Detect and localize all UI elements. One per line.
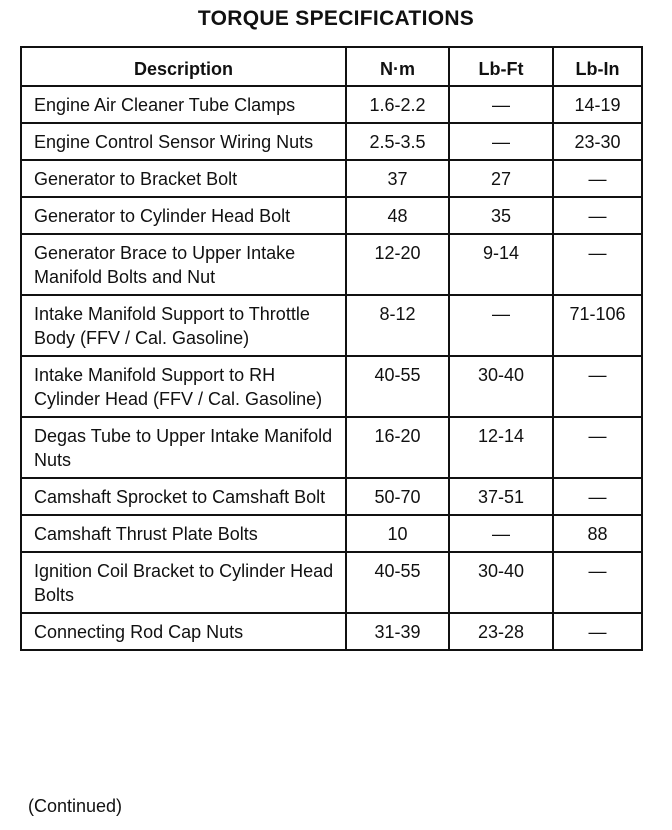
- row-lbin: —: [553, 234, 642, 295]
- header-description: Description: [21, 47, 346, 86]
- row-lbft: 23-28: [449, 613, 553, 650]
- row-lbin: —: [553, 478, 642, 515]
- row-lbft: 30-40: [449, 356, 553, 417]
- torque-spec-table: [20, 46, 643, 651]
- table-row: [21, 197, 642, 234]
- row-description: Ignition Coil Bracket to Cylinder Head Bolts: [21, 552, 346, 613]
- row-lbft: 9-14: [449, 234, 553, 295]
- table-row: [21, 552, 642, 613]
- row-lbft: —: [449, 295, 553, 356]
- row-description: Engine Air Cleaner Tube Clamps: [21, 86, 346, 123]
- table-row: [21, 515, 642, 552]
- header-lbin: Lb-In: [553, 47, 642, 86]
- row-nm: 2.5-3.5: [346, 123, 449, 160]
- table-row: [21, 295, 642, 356]
- row-description: Camshaft Thrust Plate Bolts: [21, 515, 346, 552]
- page-title: TORQUE SPECIFICATIONS: [197, 7, 475, 30]
- row-nm: 50-70: [346, 478, 449, 515]
- table-row: [21, 86, 642, 123]
- row-lbin: —: [553, 613, 642, 650]
- row-description: Camshaft Sprocket to Camshaft Bolt: [21, 478, 346, 515]
- table-row: [21, 478, 642, 515]
- table-row: [21, 123, 642, 160]
- row-nm: 12-20: [346, 234, 449, 295]
- row-description: Connecting Rod Cap Nuts: [21, 613, 346, 650]
- header-nm: N·m: [346, 47, 449, 86]
- row-nm: 40-55: [346, 552, 449, 613]
- table-row: [21, 417, 642, 478]
- row-lbft: 37-51: [449, 478, 553, 515]
- table-row: [21, 160, 642, 197]
- row-description: Generator to Cylinder Head Bolt: [21, 197, 346, 234]
- continued-note: (Continued): [28, 796, 123, 816]
- table-header-row: [21, 47, 642, 86]
- row-lbin: —: [553, 417, 642, 478]
- row-lbft: 30-40: [449, 552, 553, 613]
- row-nm: 48: [346, 197, 449, 234]
- row-nm: 8-12: [346, 295, 449, 356]
- row-nm: 10: [346, 515, 449, 552]
- row-lbin: 88: [553, 515, 642, 552]
- row-lbin: 71-106: [553, 295, 642, 356]
- row-description: Intake Manifold Support to RH Cylinder Head (FFV / Cal. Gasoline): [21, 356, 346, 417]
- row-description: Intake Manifold Support to Throttle Body (FFV / Cal. Gasoline): [21, 295, 346, 356]
- row-nm: 16-20: [346, 417, 449, 478]
- row-description: Generator to Bracket Bolt: [21, 160, 346, 197]
- row-lbft: 12-14: [449, 417, 553, 478]
- row-description: Engine Control Sensor Wiring Nuts: [21, 123, 346, 160]
- row-nm: 1.6-2.2: [346, 86, 449, 123]
- table-row: [21, 234, 642, 295]
- row-lbin: 14-19: [553, 86, 642, 123]
- table-row: [21, 613, 642, 650]
- row-lbin: —: [553, 160, 642, 197]
- row-description: Degas Tube to Upper Intake Manifold Nuts: [21, 417, 346, 478]
- row-lbft: —: [449, 515, 553, 552]
- header-lbft: Lb-Ft: [449, 47, 553, 86]
- row-nm: 40-55: [346, 356, 449, 417]
- row-lbin: 23-30: [553, 123, 642, 160]
- row-lbft: 27: [449, 160, 553, 197]
- row-lbft: —: [449, 86, 553, 123]
- row-lbft: —: [449, 123, 553, 160]
- row-description: Generator Brace to Upper Intake Manifold Bolts and Nut: [21, 234, 346, 295]
- row-lbin: —: [553, 197, 642, 234]
- row-nm: 31-39: [346, 613, 449, 650]
- row-nm: 37: [346, 160, 449, 197]
- table-row: [21, 356, 642, 417]
- row-lbft: 35: [449, 197, 553, 234]
- row-lbin: —: [553, 552, 642, 613]
- row-lbin: —: [553, 356, 642, 417]
